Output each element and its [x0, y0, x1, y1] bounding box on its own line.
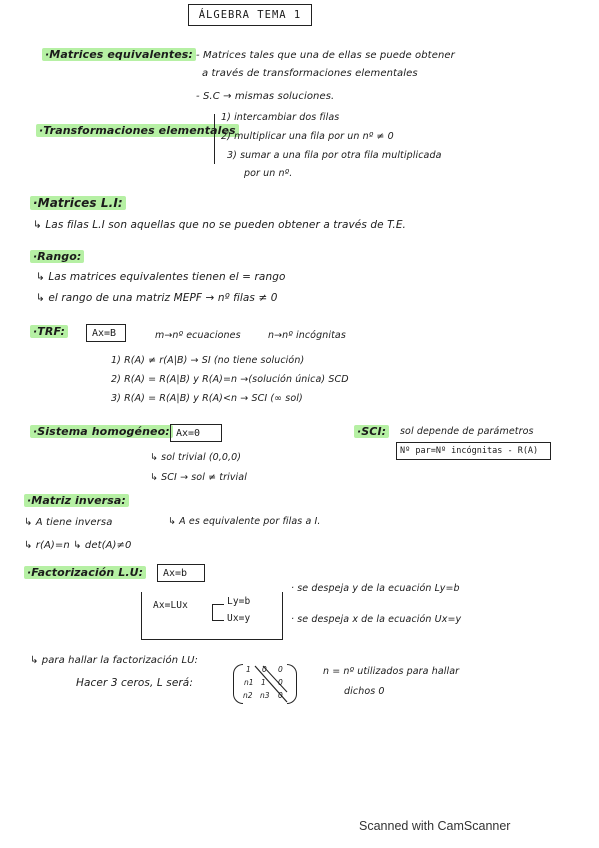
formula-box: Ax=0: [170, 424, 222, 442]
text-note: · se despeja x de la ecuación Ux=y: [291, 614, 462, 625]
heading-trf: ·TRF:: [30, 325, 68, 338]
text-line: ↳ SCI → sol ≠ trivial: [150, 472, 247, 483]
matrix-cell: 0: [278, 665, 283, 674]
formula-box: Nº par=Nº incógnitas - R(A): [396, 442, 551, 460]
heading-transformaciones: ·Transformaciones elementales: [36, 124, 239, 137]
list-item: 3) sumar a una fila por otra fila multiplicada: [227, 150, 442, 161]
heading-factorizacion-lu: ·Factorización L.U:: [24, 566, 146, 579]
list-item: 1) R(A) ≠ r(A|B) → SI (no tiene solución): [111, 355, 305, 366]
matrix-cell: 1: [261, 678, 266, 687]
list-item: por un nº.: [244, 168, 293, 179]
text-line: ↳ el rango de una matriz MEPF → nº filas ≠ 0: [36, 292, 278, 304]
heading-matrices-li: ·Matrices L.I:: [30, 196, 126, 210]
text-note: dichos 0: [344, 686, 385, 697]
matrix-cell: 0: [262, 665, 267, 674]
list-item: 2) R(A) = R(A|B) y R(A)=n →(solución única) SCD: [111, 374, 349, 385]
heading-matriz-inversa: ·Matriz inversa:: [24, 494, 129, 507]
text-line: ↳ Las filas L.I son aquellas que no se pueden obtener a través de T.E.: [33, 219, 406, 231]
text-line: - S.C → mismas soluciones.: [196, 91, 335, 102]
text-note: · se despeja y de la ecuación Ly=b: [291, 583, 460, 594]
text-note: n→nº incógnitas: [268, 330, 346, 341]
text-line: ↳ para hallar la factorización LU:: [30, 655, 198, 666]
matrix-cell: 1: [246, 665, 251, 674]
text-line: - Matrices tales que una de ellas se puede obtener: [196, 50, 455, 61]
heading-rango: ·Rango:: [30, 250, 84, 263]
text-note: m→nº ecuaciones: [155, 330, 241, 341]
text-line: sol depende de parámetros: [400, 426, 534, 437]
matrix-cell: 0: [278, 691, 283, 700]
formula-box: Ax=B: [86, 324, 126, 342]
text-line: ↳ Las matrices equivalentes tienen el = rango: [36, 271, 286, 283]
formula-box: Ax=b: [157, 564, 205, 582]
text-note: n = nº utilizados para hallar: [323, 666, 460, 677]
text-line: ↳ r(A)=n ↳ det(A)≠0: [24, 540, 132, 551]
text-line: ↳ sol trivial (0,0,0): [150, 452, 242, 463]
text-line: ↳ A es equivalente por filas a I.: [168, 516, 321, 527]
text-line: ↳ A tiene inversa: [24, 517, 113, 528]
text-line: a través de transformaciones elementales: [202, 68, 418, 79]
matrix-cell: n3: [260, 691, 270, 700]
split-arrow-icon: [212, 604, 224, 621]
page-title: ÁLGEBRA TEMA 1: [188, 4, 312, 26]
scanner-watermark: Scanned with CamScanner: [359, 819, 511, 833]
formula: Ax=LUx: [153, 600, 188, 611]
formula: Ux=y: [227, 613, 251, 624]
l-matrix: [233, 664, 297, 704]
brace: [214, 114, 215, 164]
list-item: 1) intercambiar dos filas: [221, 112, 340, 123]
heading-sistema-homogeneo: ·Sistema homogéneo:: [30, 425, 173, 438]
list-item: 3) R(A) = R(A|B) y R(A)<n → SCI (∞ sol): [111, 393, 303, 404]
text-line: Hacer 3 ceros, L será:: [76, 677, 193, 689]
list-item: 2) multiplicar una fila por un nº ≠ 0: [221, 131, 394, 142]
matrix-cell: 0: [278, 678, 283, 687]
matrix-cell: n1: [244, 678, 254, 687]
formula: Ly=b: [227, 596, 251, 607]
matrix-cell: n2: [243, 691, 253, 700]
heading-matrices-equivalentes: ·Matrices equivalentes:: [42, 48, 196, 61]
heading-sci: ·SCI:: [354, 425, 389, 438]
